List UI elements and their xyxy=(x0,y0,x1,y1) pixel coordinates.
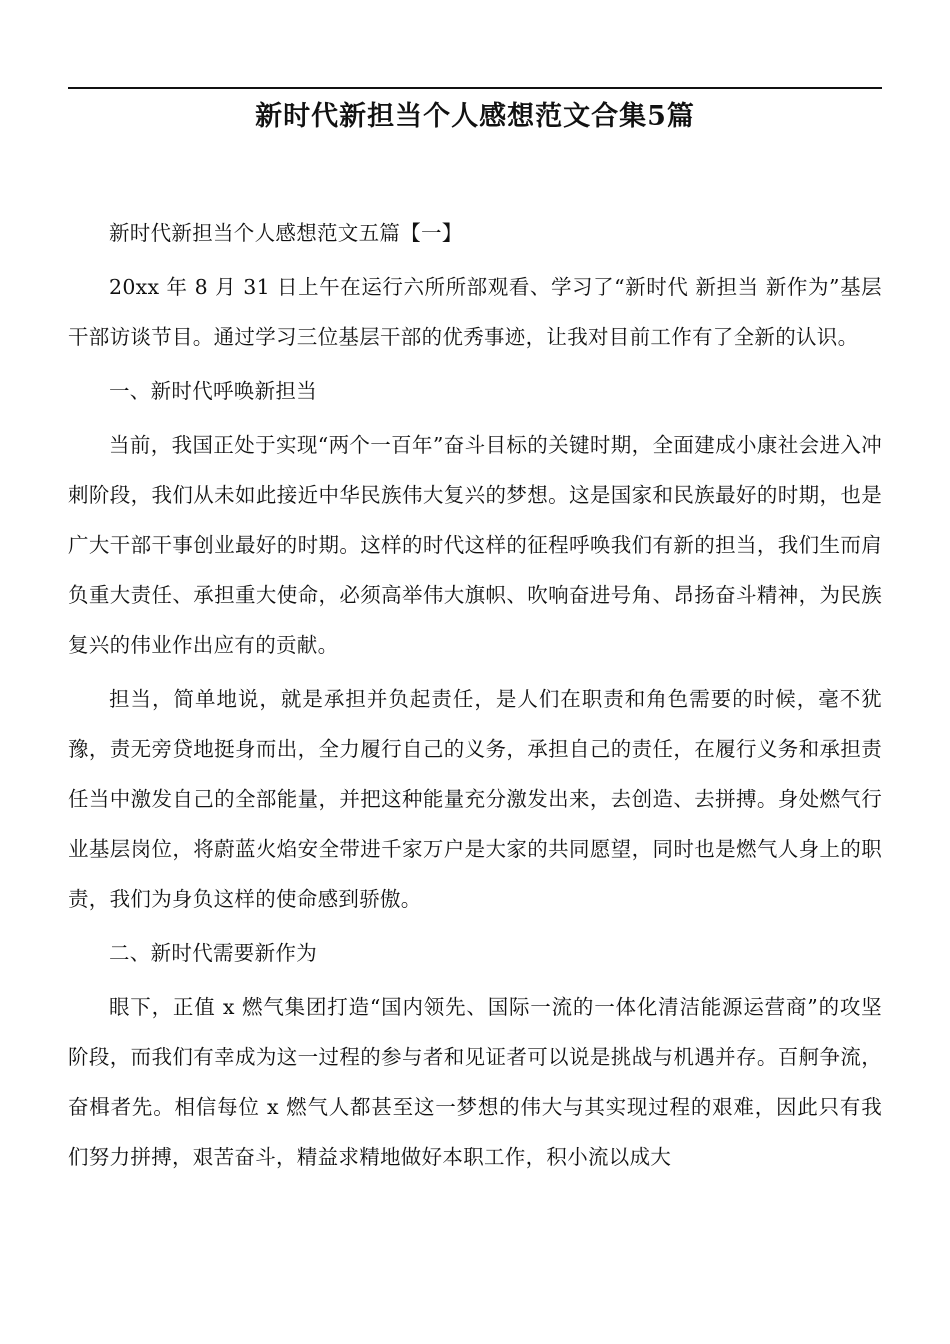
subsection-heading: 一、新时代呼唤新担当 xyxy=(109,379,317,403)
document-title: 新时代新担当个人感想范文合集5篇 xyxy=(255,101,695,132)
header-rule xyxy=(68,87,882,89)
paragraph: 担当，简单地说，就是承担并负起责任，是人们在职责和角色需要的时候，毫不犹豫，责无旁贷地挺身而出，全力履行自己的义务，承担自己的责任，在履行义务和承担责任当中激发自己的全部能量，并把这种能量充分激发出来，去创造、去拼搏。身处燃气行业基层岗位，将蔚蓝火焰安全带进千家万户是大家的共同愿望，同时也是燃气人身上的职责，我们为身负这样的使命感到骄傲。 xyxy=(68,687,882,911)
document-body xyxy=(68,208,882,1186)
section-title: 新时代新担当个人感想范文五篇【一】 xyxy=(109,221,463,245)
paragraph: 眼下，正值 x 燃气集团打造“国内领先、国际一流的一体化清洁能源运营商”的攻坚阶段，而我们有幸成为这一过程的参与者和见证者可以说是挑战与机遇并存。百舸争流，奋楫者先。相信每位 x 燃气人都甚至这一梦想的伟大与其实现过程的艰难，因此只有我们努力拼搏，艰苦奋斗，精益求精地做好本职工作，积小流以成大 xyxy=(68,995,882,1169)
paragraph: 当前，我国正处于实现“两个一百年”奋斗目标的关键时期，全面建成小康社会进入冲刺阶段，我们从未如此接近中华民族伟大复兴的梦想。这是国家和民族最好的时期，也是广大干部干事创业最好的时期。这样的时代这样的征程呼唤我们有新的担当，我们生而肩负重大责任、承担重大使命，必须高举伟大旗帜、吹响奋进号角、昂扬奋斗精神，为民族复兴的伟业作出应有的贡献。 xyxy=(68,433,882,657)
subsection-heading: 二、新时代需要新作为 xyxy=(109,941,317,965)
paragraph: 20xx 年 8 月 31 日上午在运行六所所部观看、学习了“新时代 新担当 新作为”基层干部访谈节目。通过学习三位基层干部的优秀事迹，让我对目前工作有了全新的认识。 xyxy=(68,275,882,349)
